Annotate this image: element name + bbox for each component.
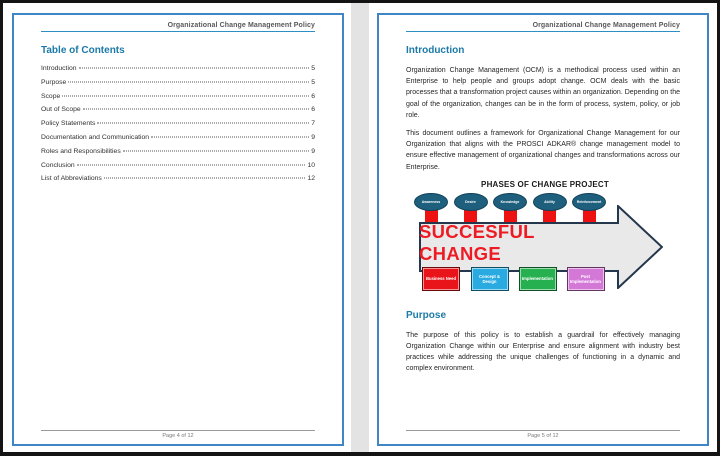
toc-entry-page: 6 [311, 92, 315, 100]
page-header-title: Organizational Change Management Policy [406, 22, 680, 32]
toc-dot-leader [62, 95, 309, 96]
toc-entry[interactable] [41, 148, 315, 162]
toc-dot-leader [97, 123, 309, 124]
page-toc [12, 13, 344, 446]
stage-box-concept-design: Concept & Design [471, 267, 509, 291]
success-arrow-label: SUCCESFUL CHANGE [419, 220, 535, 264]
toc-entry-page: 5 [311, 78, 315, 86]
phase-ellipse-desire: Desire [454, 193, 488, 211]
toc-entry[interactable] [41, 162, 315, 176]
toc-entry-page: 7 [311, 120, 315, 128]
toc-dot-leader [68, 81, 309, 82]
toc-entry-page: 5 [311, 65, 315, 72]
toc-dot-leader [79, 68, 310, 69]
purpose-paragraph: The purpose of this policy is to establish a guardrail for effectively managing Organization Change within our Enterprise and ensure alignment with industry best practices while addressing the unique challenges of functioning in a dynamic and complex environment. [406, 331, 680, 373]
page-introduction [377, 13, 709, 446]
introduction-paragraph-2: This document outlines a framework for Organizational Change Management for our Organization that aligns with the PROSCI ADKAR® change management model to ensure effective management of organizational changes and transformations across our Enterprise. [406, 130, 680, 171]
desk-background [3, 3, 717, 452]
toc-dot-leader [104, 178, 306, 179]
page-header-title: Organizational Change Management Policy [41, 22, 315, 32]
toc-entry-label: Introduction [41, 65, 77, 72]
toc-dot-leader [151, 136, 309, 137]
stage-box-business-need: Business Need [422, 267, 460, 291]
toc-dot-leader [83, 109, 310, 110]
toc-entry[interactable] [41, 79, 315, 93]
toc-entry-page: 9 [311, 133, 315, 141]
toc-entry-label: List of Abbreviations [41, 175, 102, 183]
page-number-footer: Page 4 of 12 [41, 430, 315, 439]
toc-heading: Table of Contents [41, 45, 125, 56]
toc-entry-label: Purpose [41, 78, 67, 86]
phase-ellipse-awareness: Awareness [414, 193, 448, 211]
toc-entry-label: Conclusion [41, 161, 75, 169]
toc-dot-leader [77, 164, 306, 165]
toc-entry[interactable] [41, 120, 315, 134]
toc-entry-page: 10 [307, 161, 315, 169]
toc-entry[interactable] [41, 93, 315, 107]
stage-box-post-implementation: Post Implementation [567, 267, 605, 291]
stage-box-implementation: Implementation [519, 267, 557, 291]
phase-ellipse-ability: Ability [533, 193, 567, 211]
phase-ellipse-knowledge: Knowledge [493, 193, 527, 211]
purpose-heading: Purpose [406, 309, 447, 321]
page-number-footer: Page 5 of 12 [406, 430, 680, 439]
toc-entry[interactable] [41, 65, 315, 79]
toc-entry-page: 12 [307, 175, 315, 183]
toc-entry-page: 9 [311, 147, 315, 155]
toc-entry-label: Documentation and Communication [41, 133, 150, 141]
toc-entry-page: 6 [311, 106, 315, 114]
toc-entry-label: Policy Statements [41, 120, 96, 128]
introduction-body [406, 45, 680, 375]
phase-ellipse-reinforcement: Reinforcement [572, 193, 606, 211]
diagram-title: PHASES OF CHANGE PROJECT [481, 179, 609, 189]
toc-entry-label: Out of Scope [41, 106, 81, 114]
toc-entry[interactable] [41, 175, 315, 189]
page-gap-divider [351, 3, 369, 452]
toc-body [41, 45, 315, 189]
toc-entry-label: Roles and Responsibilities [41, 147, 121, 155]
toc-dot-leader [123, 150, 310, 151]
introduction-paragraph-1: Organization Change Management (OCM) is a methodical process used within an Enterprise to help people and groups adopt change. OCM deals with the basic processes that a transformation project causes within an organization. Depending on the goal of the organization, changes can be in the form of process, system, policy, or job role. [406, 67, 680, 119]
toc-entry-label: Scope [41, 92, 61, 100]
phases-of-change-diagram [406, 180, 684, 297]
introduction-heading: Introduction [406, 45, 465, 56]
toc-entry[interactable] [41, 134, 315, 148]
toc-entry[interactable] [41, 106, 315, 120]
